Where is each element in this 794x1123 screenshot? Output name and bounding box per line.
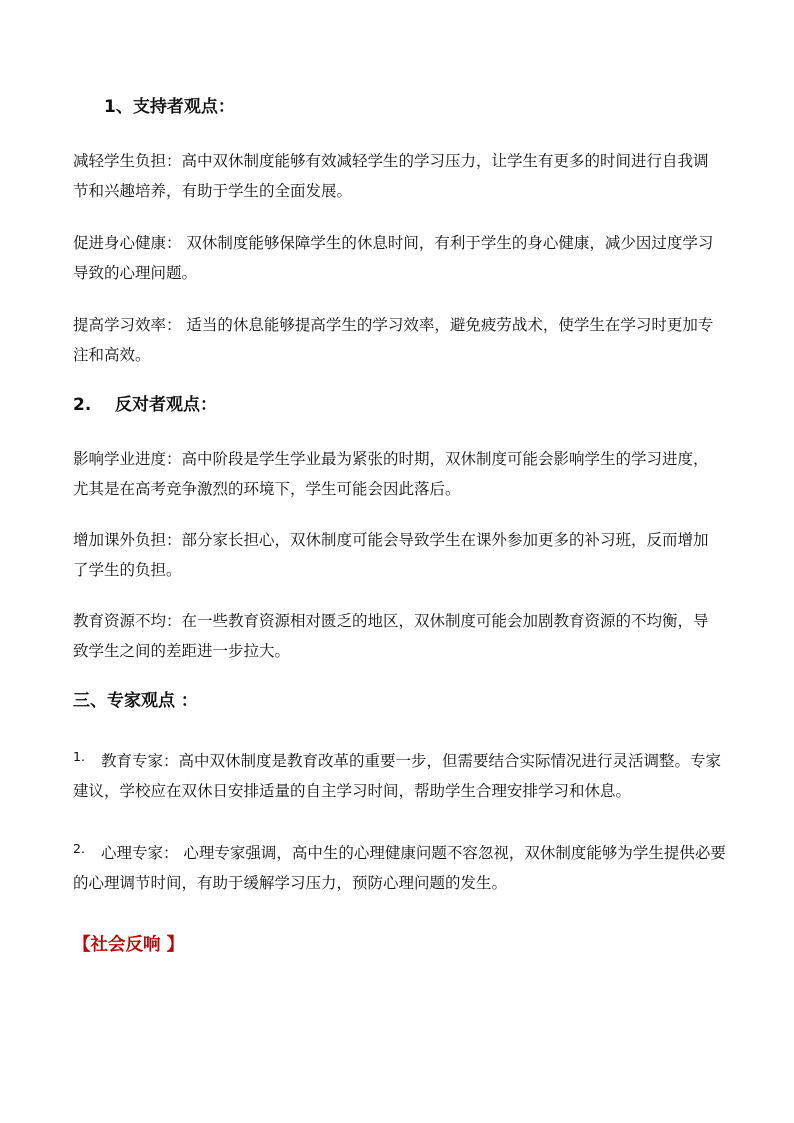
list-number: 1. bbox=[73, 749, 85, 764]
paragraph-reduce-burden: 减轻学生负担：高中双休制度能够有效减轻学生的学习压力，让学生有更多的时间进行自我调节和兴趣培养，有助于学生的全面发展。 bbox=[73, 152, 709, 200]
expert-item-psychology bbox=[73, 838, 733, 898]
list-item-text: 教育专家：高中双休制度是教育改革的重要一步，但需要结合实际情况进行灵活调整。专家建议，学校应在双休日安排适量的自主学习时间，帮助学生合理安排学习和休息。 bbox=[73, 752, 722, 800]
paragraph-extra-burden: 增加课外负担：部分家长担心，双休制度可能会导致学生在课外参加更多的补习班，反而增加了学生的负担。 bbox=[73, 531, 709, 579]
section-heading-supporters: 1、支持者观点： bbox=[104, 97, 235, 117]
expert-item-education bbox=[73, 746, 733, 806]
paragraph-efficiency: 提高学习效率： 适当的休息能够提高学生的学习效率，避免疲劳战术，使学生在学习时更加专注和高效。 bbox=[73, 316, 714, 364]
section-heading-experts: 三、专家观点 ： bbox=[73, 691, 198, 711]
list-item-text: 心理专家： 心理专家强调，高中生的心理健康问题不容忽视，双休制度能够为学生提供必要的心理调节时间，有助于缓解学习压力，预防心理问题的发生。 bbox=[73, 844, 726, 892]
section-heading-opponents: 2. 反对者观点： bbox=[73, 395, 217, 415]
paragraph-health: 促进身心健康： 双休制度能够保障学生的休息时间，有利于学生的身心健康，减少因过度学习导致的心理问题。 bbox=[73, 234, 714, 282]
section-heading-social-response: 【社会反响 】 bbox=[73, 935, 185, 955]
paragraph-progress: 影响学业进度：高中阶段是学生学业最为紧张的时期，双休制度可能会影响学生的学习进度，尤其是在高考竞争激烈的环境下，学生可能会因此落后。 bbox=[73, 450, 709, 498]
paragraph-resources: 教育资源不均：在一些教育资源相对匮乏的地区，双休制度可能会加剧教育资源的不均衡，导致学生之间的差距进一步拉大。 bbox=[73, 612, 709, 660]
list-number: 2. bbox=[73, 841, 85, 856]
